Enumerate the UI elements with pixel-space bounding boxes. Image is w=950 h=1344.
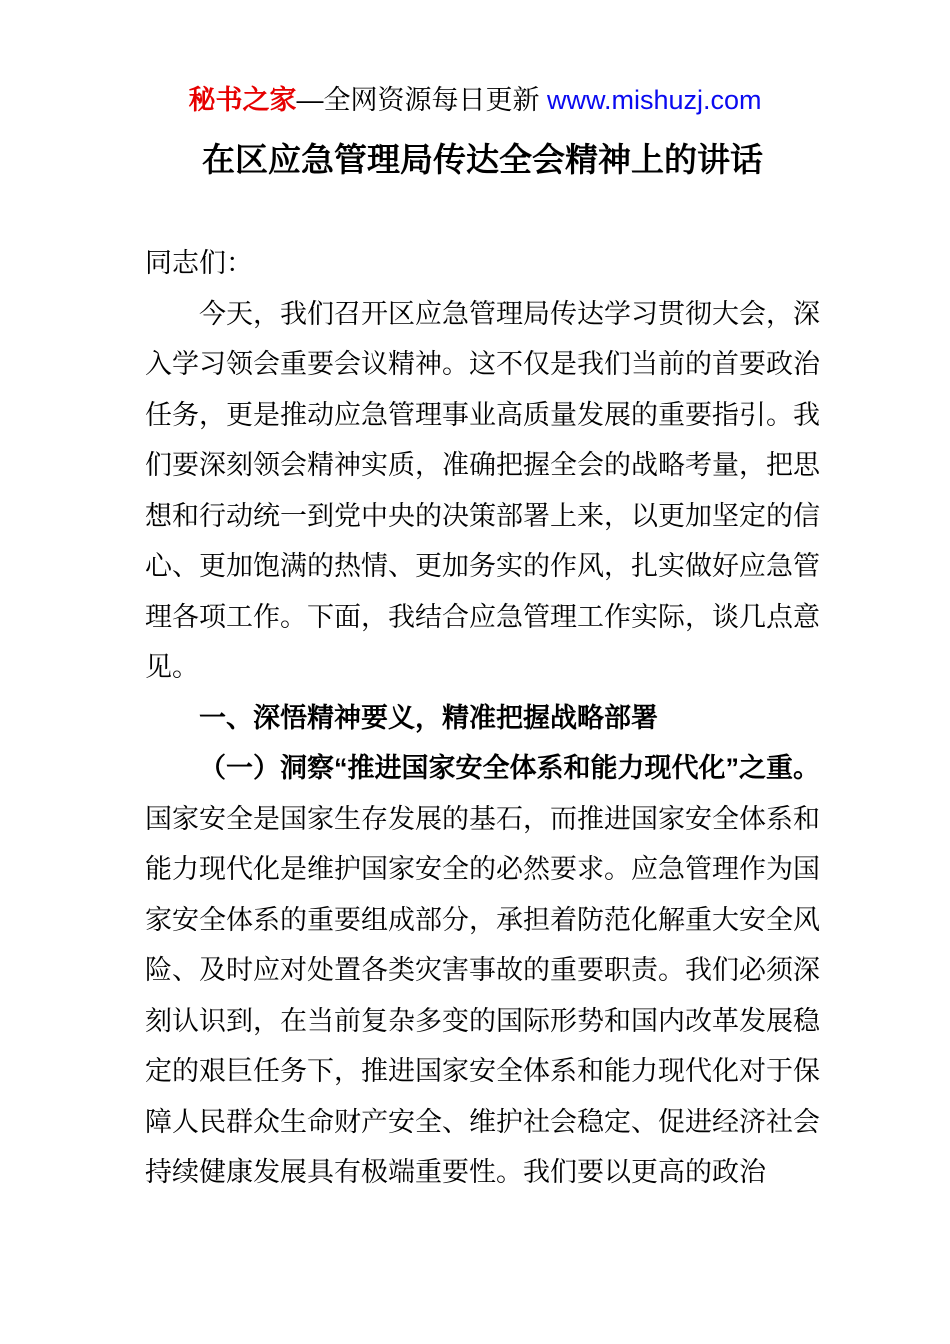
salutation-line: 同志们：	[145, 248, 253, 278]
intro-paragraph: 今天，我们召开区应急管理局传达学习贯彻大会，深入学习领会重要会议精神。这不仅是我们当前的首要政治任务，更是推动应急管理事业高质量发展的重要指引。我们要深刻领会精神实质，准确把握全会的战略考量，把思想和行动统一到党中央的决策部署上来，以更加坚定的信心、更加饱满的热情、更加务实的作风，扎实做好应急管理各项工作。下面，我结合应急管理工作实际，谈几点意见。	[145, 298, 820, 682]
document-body	[145, 238, 820, 1198]
section-1-paragraph-1-lead: （一）洞察“推进国家安全体系和能力现代化”之重。	[199, 753, 820, 783]
section-1-paragraph-1-body: 国家安全是国家生存发展的基石，而推进国家安全体系和能力现代化是维护国家安全的必然要求。应急管理作为国家安全体系的重要组成部分，承担着防范化解重大安全风险、及时应对处置各类灾害事故的重要职责。我们必须深刻认识到，在当前复杂多变的国际形势和国内改革发展稳定的艰巨任务下，推进国家安全体系和能力现代化对于保障人民群众生命财产安全、维护社会稳定、促进经济社会持续健康发展具有极端重要性。我们要以更高的政治	[145, 803, 820, 1187]
section-1-heading: 一、深悟精神要义，精准把握战略部署	[199, 702, 658, 733]
site-header	[0, 80, 950, 120]
site-tagline: —全网资源每日更新	[296, 85, 547, 115]
site-url-link[interactable]: www.mishuzj.com	[546, 85, 762, 115]
site-brand: 秘书之家	[188, 85, 297, 115]
section-1-paragraph-1	[145, 743, 820, 1198]
document-title: 在区应急管理局传达全会精神上的讲话	[202, 141, 763, 178]
